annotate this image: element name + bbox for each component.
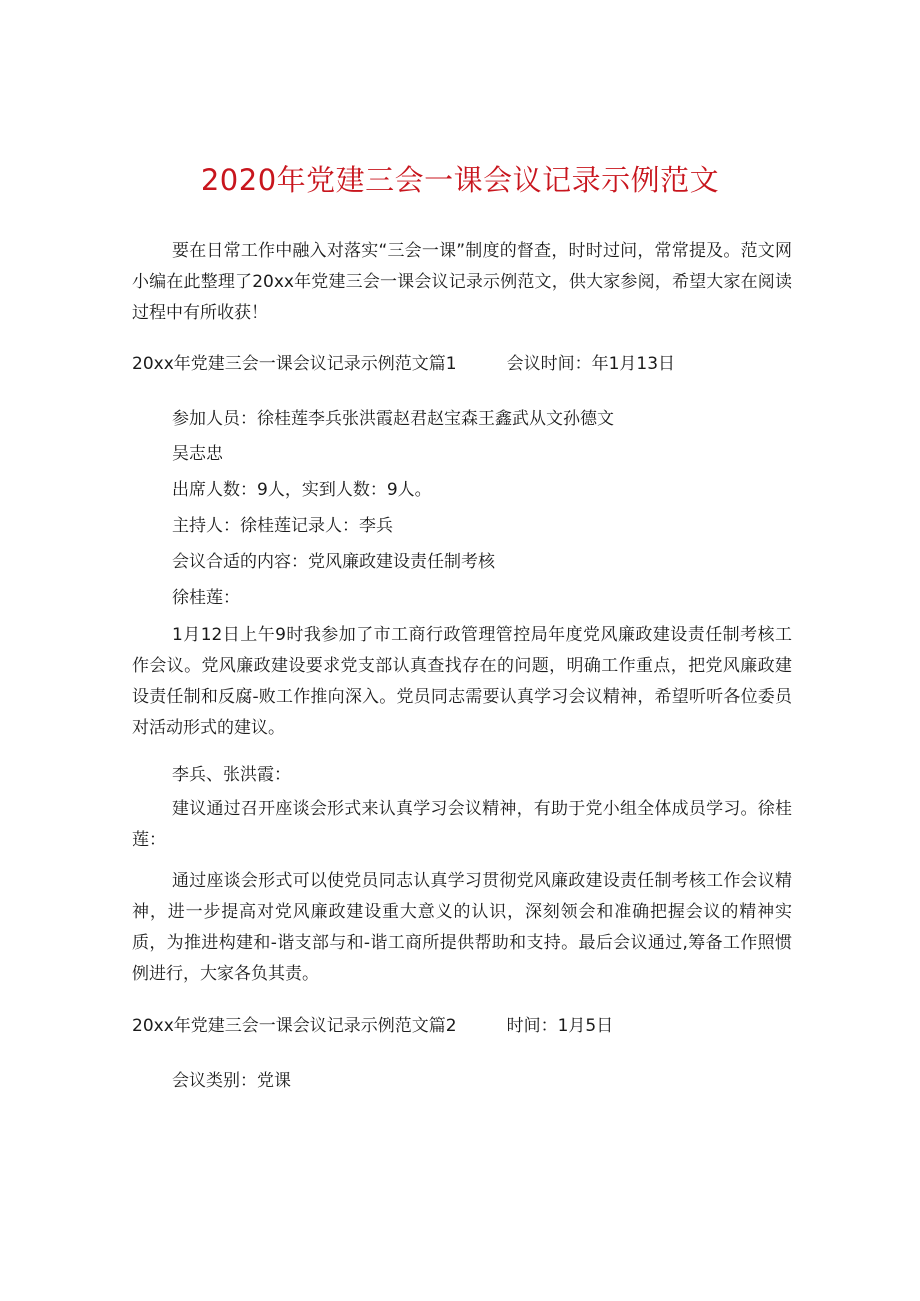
section1-heading: 20xx年党建三会一课会议记录示例范文篇1 — [132, 354, 457, 374]
speech2-paragraph: 建议通过召开座谈会形式来认真学习会议精神，有助于党小组全体成员学习。徐桂莲： — [132, 799, 792, 850]
meeting-category-line: 会议类别：党课 — [172, 1071, 291, 1091]
speech1-paragraph: 1月12日上午9时我参加了市工商行政管理管控局年度党风廉政建设责任制考核工作会议。党风廉政建设要求党支部认真查找存在的问题，明确工作重点，把党风廉政建设责任制和反腐-败工作推向深入。党员同志需要认真学习会议精神，希望听听各位委员对活动形式的建议。 — [132, 625, 792, 738]
section1-meeting-time: 会议时间：年1月13日 — [506, 354, 676, 374]
speech3-paragraph: 通过座谈会形式可以使党员同志认真学习贯彻党风廉政建设责任制考核工作会议精神，进一步提高对党风廉政建设重大意义的认识，深刻领会和准确把握会议的精神实质，为推进构建和-谐支部与和-谐工商所提供帮助和支持。最后会议通过,筹备工作照惯例进行，大家各负其责。 — [132, 871, 792, 984]
host-recorder-line: 主持人：徐桂莲记录人：李兵 — [172, 516, 393, 536]
section2-meeting-time: 时间：1月5日 — [506, 1016, 614, 1036]
section2-heading-line — [132, 1014, 613, 1038]
speech2-block — [132, 794, 792, 856]
speaker-li-zhang: 李兵、张洪霞： — [172, 765, 291, 785]
intro-paragraph: 要在日常工作中融入对落实“三会一课”制度的督查，时时过问，常常提及。范文网小编在此整理了20xx年党建三会一课会议记录示例范文，供大家参阅，希望大家在阅读过程中有所收获！ — [132, 241, 792, 323]
meeting-content-line: 会议合适的内容：党风廉政建设责任制考核 — [172, 552, 495, 572]
speech3-block — [132, 866, 792, 990]
speech1-block — [132, 620, 792, 744]
section1-heading-line — [132, 352, 675, 376]
section2-heading: 20xx年党建三会一课会议记录示例范文篇2 — [132, 1016, 457, 1036]
speaker-xu-guilian: 徐桂莲： — [172, 588, 240, 608]
intro-paragraph-block — [132, 236, 792, 329]
participants-continued-line: 吴志忠 — [172, 444, 223, 464]
participants-line: 参加人员：徐桂莲李兵张洪霞赵君赵宝森王鑫武从文孙德文 — [172, 409, 614, 429]
document-title: 2020年党建三会一课会议记录示例范文 — [200, 163, 720, 197]
attendance-line: 出席人数：9人，实到人数：9人。 — [172, 480, 432, 500]
